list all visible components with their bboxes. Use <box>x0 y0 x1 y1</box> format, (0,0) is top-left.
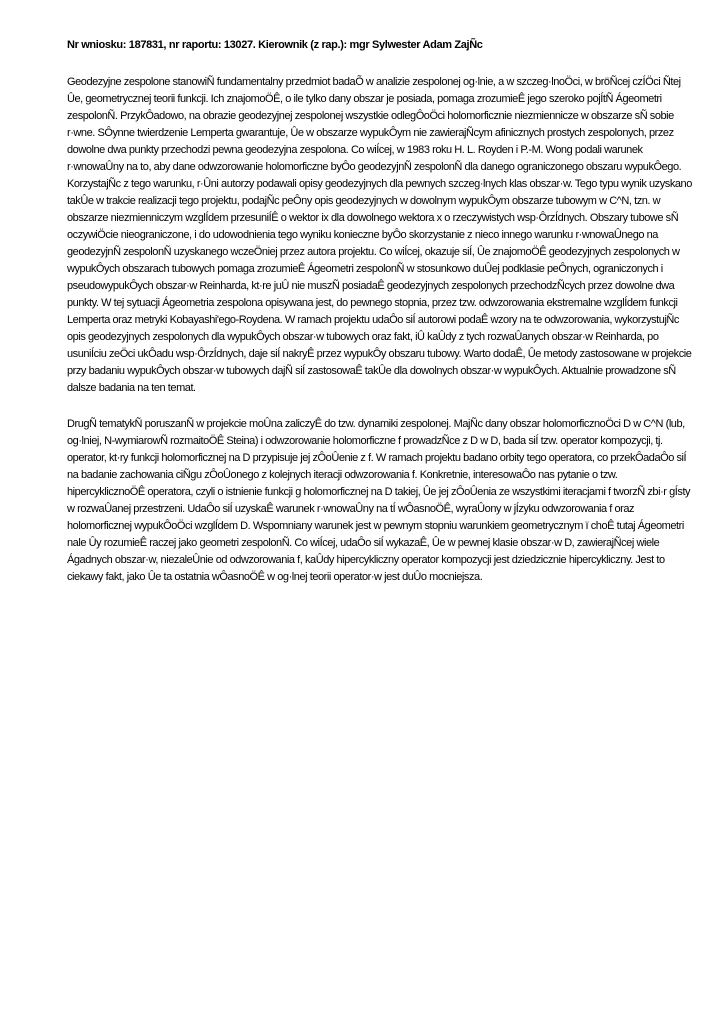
paragraph-dynamics: DrugÑ tematykÑ poruszanÑ w projekcie moÛna zaliczyÊ do tzw. dynamiki zespolonej. MajÑc dany obszar holomorficznoÖci D w C^N (lub, og·lniej, N-wymiarowÑ rozmaitoÖÊ Steina) i odwzorowanie holomorficzne f prowadzÑce z D w D, bada siÍ tzw. operator kompozycji, tj. operator, kt·ry funkcji holomorficznej na D przypisuje jej zÔoÛenie z f. W ramach projektu badano orbity tego operatora, co przekÔadaÔo siÍ na badanie zachowania ciÑgu zÔoÛonego z kolejnych iteracji odwzorowania f. Konkretnie, interesowaÔo nas pytanie o tzw. hipercyklicznoÖÊ operatora, czyli o istnienie funkcji g holomorficznej na D takiej, Ûe jej zÔoÛenia ze wszystkimi iteracjami f tworzÑ zbi·r gÍsty w rozwaÛanej przestrzeni. UdaÔo siÍ uzyskaÊ warunek r·wnowaÛny na tÍ wÔasnoÖÊ, wyraÛony w jÍzyku odwzorowania f oraz holomorficznej wypukÔoÖci wzglÍdem D. Wspomniany warunek jest w pewnym stopniu warunkiem geometrycznym ï choÊ tutaj Ágeometri nale Ûy rozumieÊ raczej jako geometri zespolonÑ. Co wiÍcej, udaÔo siÍ wykazaÊ, Ûe w pewnej klasie obszar·w D, zawierajÑcej wiele Ágadnych obszar·w, niezaleÛnie od odwzorowania f, kaÛdy hipercykliczny operator kompozycji jest dziedzicznie hipercykliczny. Jest to ciekawy fakt, jako Ûe ta ostatnia wÔasnoÖÊ w og·lnej teorii operator·w jest duÛo mocniejsza. <box>67 418 691 583</box>
paragraph-geodesics: Geodezyjne zespolone stanowiÑ fundamentalny przedmiot badaÕ w analizie zespolonej og·lnie, a w szczeg·lnoÖci, w bröÑcej czÍÖci Ñtej Ûe, geometrycznej teorii funkcji. Ich znajomoÖÊ, o ile tylko dany obszar je posiada, pomaga zrozumieÊ jego szeroko pojÍtÑ Ágeometri zespolonÑ. PrzykÔadowo, na obrazie geodezyjnej zespolonej wszystkie odlegÔoÖci holomorficznie niezmiennicze w obszarze sÑ sobie r·wne. SÔynne twierdzenie Lemperta gwarantuje, Ûe w obszarze wypukÔym nie zawierajÑcym afinicznych prostych zespolonych, przez dowolne dwa punkty przechodzi pewna geodezyjna zespolona. Co wiÍcej, w 1983 roku H. L. Royden i P.-M. Wong podali warunek r·wnowaÛny na to, aby dane odwzorowanie holomorficzne byÔo geodezyjnÑ zespolonÑ dla danego ograniczonego obszaru wypukÔego. KorzystajÑc z tego warunku, r·Ûni autorzy podawali opisy geodezyjnych dla pewnych szczeg·lnych klas obszar·w. Tego typu wynik uzyskano takÛe w trakcie realizacji tego projektu, podajÑc peÔny opis geodezyjnych w dowolnym wypukÔym obszarze tubowym w C^N, tzn. w obszarze niezmienniczym wzglÍdem przesuniÍÊ o wektor ix dla dowolnego wektora x o rzeczywistych wsp·ÔrzÍdnych. Obszary tubowe sÑ oczywiÖcie nieograniczone, i do udowodnienia tego wyniku konieczne byÔo skorzystanie z nieco innego warunku r·wnowaÛnego na geodezyjnÑ zespolonÑ uzyskanego wczeÖniej przez autora projektu. Co wiÍcej, okazuje siÍ, Ûe znajomoÖÊ geodezyjnych zespolonych w wypukÔych obszarach tubowych pomaga zrozumieÊ Ágeometri zespolonÑ w stosunkowo duÛej podklasie peÔnych, ograniczonych i pseudowypukÔych obszar·w Reinharda, kt·re juÛ nie muszÑ posiadaÊ geodezyjnych zespolonych przechodzÑcych przez dowolne dwa punkty. W tej sytuacji Ágeometria zespolona opisywana jest, do pewnego stopnia, przez tzw. odwzorowania ekstremalne wzglÍdem funkcji Lemperta oraz metryki Kobayashi'ego-Roydena. W ramach projektu udaÔo siÍ autorowi podaÊ wzory na te odwzorowania, wykorzystujÑc opis geodezyjnych zespolonych dla wypukÔych obszar·w tubowych oraz fakt, iÛ kaÛdy z tych rozwaÛanych obszar·w Reinharda, po usuniÍciu zeÖci ukÔadu wsp·ÔrzÍdnych, daje siÍ nakryÊ przez wypukÔy obszaru tubowy. Warto dodaÊ, Ûe metody zastosowane w projekcie przy badaniu wypukÔych obszar·w tubowych dajÑ siÍ zastosowaÊ takÛe dla dowolnych obszar·w wypukÔych. Aktualnie prowadzone sÑ dalsze badania na ten temat. <box>67 76 692 394</box>
report-header: Nr wniosku: 187831, nr raportu: 13027. Kierownik (z rap.): mgr Sylwester Adam ZajÑc <box>67 39 483 51</box>
document-page <box>67 36 695 605</box>
